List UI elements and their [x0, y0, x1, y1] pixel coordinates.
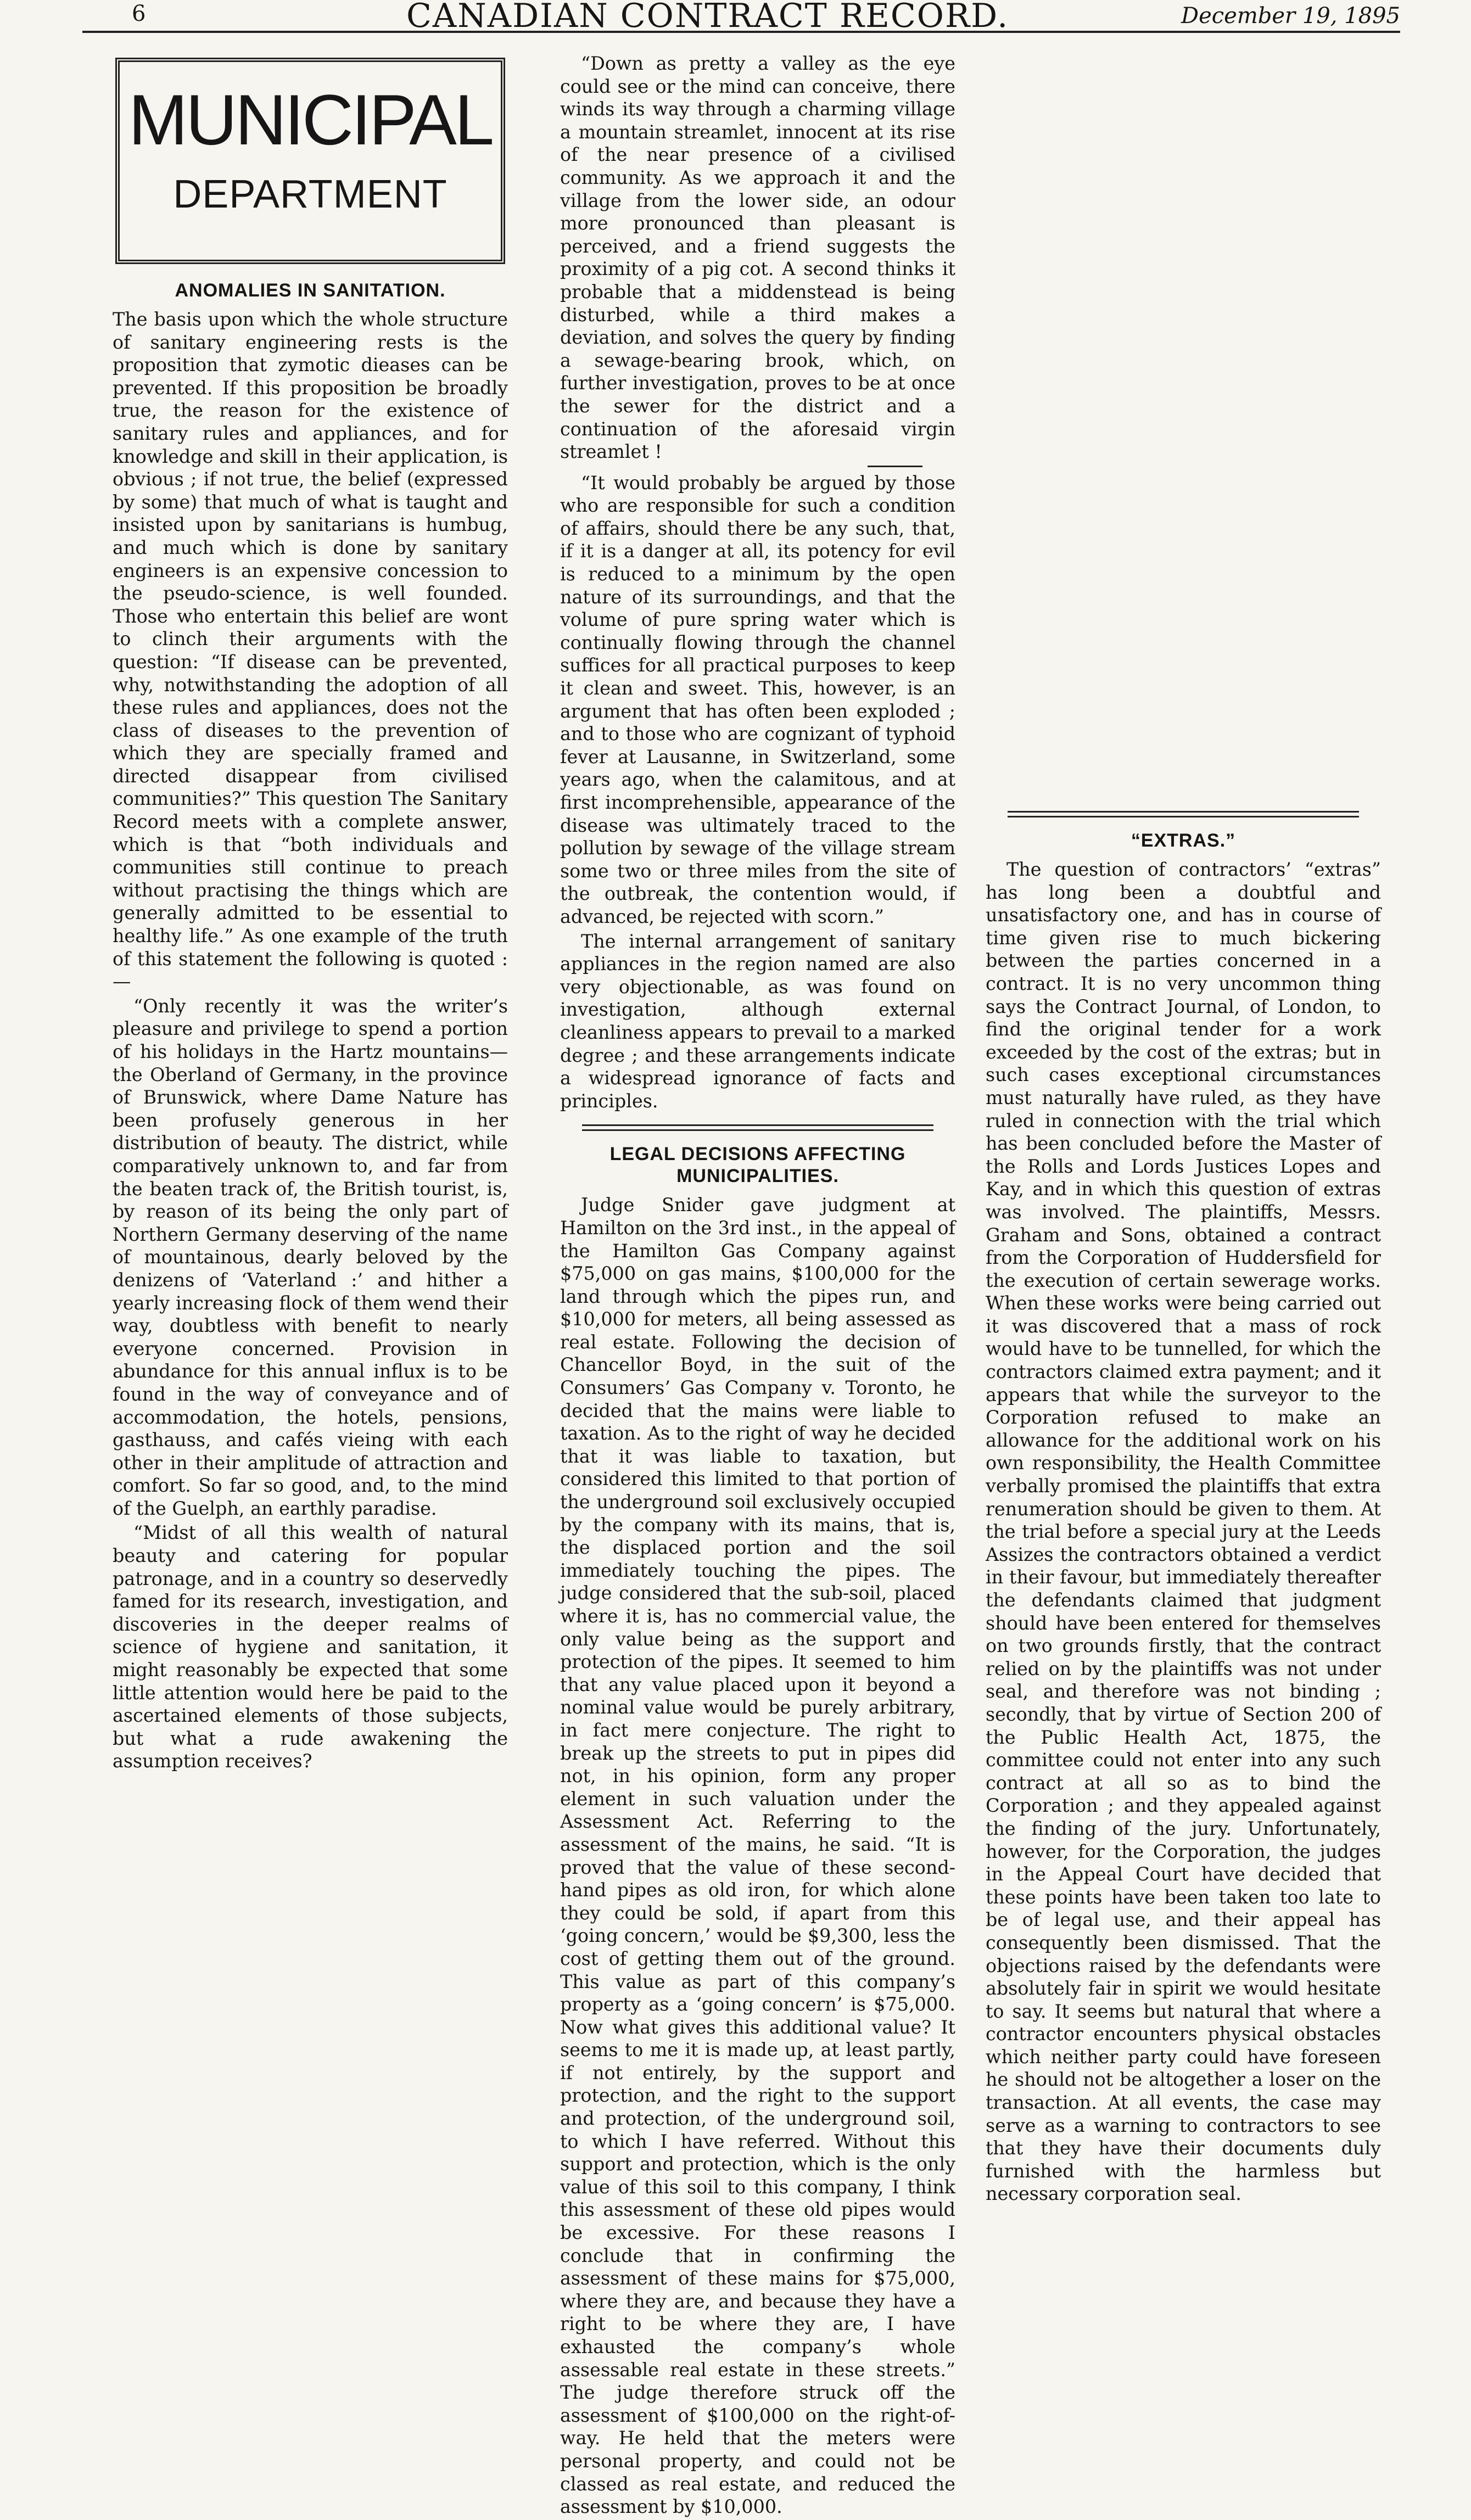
section-divider: [1008, 811, 1359, 817]
column-1: [113, 52, 508, 1774]
anomalies-paragraph: The basis upon which the whole structure of sanitary engineering rests is the proposition that zymotic dieases can be prevented. If this proposition be broadly true, the reason for the existence of sanitary rules and appliances, and for knowledge and skill in their application, is obvious ; if not true, the belief (expressed by some) that much of what is taught and insisted upon by sanitarians is humbug, and much which is done by sanitary engineers is an expensive concession to the pseudo-science, is well founded. Those who entertain this belief are wont to clinch their arguments with the question: “If disease can be prevented, why, notwithstanding the adoption of all these rules and appliances, does not the class of diseases to the prevention of which they are specially framed and directed disappear from civilised communities?” This question The Sanitary Record meets with a complete answer, which is that “both individuals and communities still continue to preach without practising the things which are generally admitted to be essential to healthy life.” As one example of the truth of this statement the following is quoted :—: [113, 309, 508, 993]
legal-paragraph: Judge Snider gave judgment at Hamilton on the 3rd inst., in the appeal of the Hamilton Gas Company against $75,000 on gas mains, $100,000 for the land through which the pipes run, and $10,000 for meters, all being assessed as real estate. Following the decision of Chancellor Boyd, in the suit of the Consumers’ Gas Company v. Toronto, he decided that the mains were liable to taxation. As to the right of way he decided that it was liable to taxation, but considered this limited to that portion of the underground soil exclusively occupied by the company with its mains, that is, the displaced portion and the soil immediately touching the pipes. The judge considered that the sub-soil, placed where it is, has no commercial value, the only value being as the support and protection of the pipes. It seemed to him that any value placed upon it beyond a nominal value would be purely arbitrary, in fact mere conjecture. The right to break up the streets to put in pipes did not, in his opinion, form any proper element in such valuation under the Assessment Act. Referring to the assessment of the mains, he said. “It is proved that the value of these second-hand pipes as old iron, for which alone they could be sold, if apart from this ‘going concern,’ would be $9,300, less the cost of getting them out of the ground. This value as part of this company’s property as a ‘going concern’ is $75,000. Now what gives this additional value? It seems to me it is made up, at least partly, if not entirely, by the support and protection, and the right to the support and protection, of the underground soil, to which I have referred. Without this support and protection, which is the only value of this soil to this company, I think this assessment of these old pipes would be excessive. For these reasons I conclude that in confirming the assessment of these mains for $75,000, where they are, and because they have a right to be where they are, I have exhausted the company’s whole assessable real estate in these streets.” The judge therefore struck off the assessment of $100,000 on the right-of-way. He held that the meters were personal property, and could not be classed as real estate, and reduced the assessment by $10,000.: [560, 1194, 955, 2518]
issue-date: December 19, 1895: [1181, 3, 1400, 29]
anomalies-paragraph: The internal arrangement of sanitary appliances in the region named are also very objectionable, as was found on investigation, although external cleanliness appears to prevail to a marked degree ; and these arrangements indicate a widespread ignorance of facts and principles.: [560, 930, 955, 1112]
extras-heading: “EXTRAS.”: [1131, 830, 1236, 851]
anomalies-heading: ANOMALIES IN SANITATION.: [175, 280, 446, 301]
masthead: [82, 0, 1400, 33]
department-banner: [115, 58, 505, 264]
page-number: 6: [132, 1, 146, 26]
section-divider: [582, 1124, 933, 1131]
paper-name: CANADIAN CONTRACT RECORD.: [406, 0, 1009, 35]
extras-paragraph: The question of contractors’ “extras” has long been a doubtful and unsatisfactory one, and has in course of time given rise to much bickering between the parties concerned in a contract. It is no very uncommon thing says the Contract Journal, of London, to find the original tender for a work exceeded by the cost of the extras; but in such cases exceptional circumstances must naturally have ruled, as they have ruled in connection with the trial which has been concluded before the Master of the Rolls and Lords Justices Lopes and Kay, and in which this question of extras was involved. The plaintiffs, Messrs. Graham and Sons, obtained a contract from the Corporation of Huddersfield for the execution of certain sewerage works. When these works were being carried out it was discovered that a mass of rock would have to be tunnelled, for which the contractors claimed extra payment; and it appears that while the surveyor to the Corporation refused to make an allowance for the additional work on his own responsibility, the Health Committee verbally promised the plaintiffs that extra renumeration should be given to them. At the trial before a special jury at the Leeds Assizes the contractors obtained a verdict in their favour, but immediately thereafter the defendants claimed that judgment should have been entered for themselves on two grounds firstly, that the contract relied on by the plaintiffs was not under seal, and therefore was not binding ; secondly, that by virtue of Section 200 of the Public Health Act, 1875, the committee could not enter into any such contract at all so as to bind the Corporation ; and they appealed against the finding of the jury. Unfortunately, however, for the Corporation, the judges in the Appeal Court have decided that these points have been taken too late to be of legal use, and their appeal has consequently been dismissed. That the objections raised by the defendants were absolutely fair in spirit we would hesitate to say. It seems but natural that where a contractor encounters physical obstacles which neither party could have foreseen he should not be altogether a loser on the transaction. At all events, the case may serve as a warning to contractors to see that they have their documents duly furnished with the harmless but necessary corporation seal.: [986, 859, 1381, 2205]
department-title-line2: DEPARTMENT: [173, 172, 448, 216]
column-3: [986, 52, 1381, 2207]
short-rule: [868, 466, 922, 467]
department-title-line1: MUNICIPAL: [128, 80, 493, 160]
legal-continuation-space: [986, 52, 1381, 799]
legal-heading: LEGAL DECISIONS AFFECTING MUNICIPALITIES.: [609, 1144, 906, 1187]
anomalies-paragraph: “Down as pretty a valley as the eye could see or the mind can conceive, there winds its way through a charming village a mountain streamlet, innocent at its rise of the near presence of a civilised community. As we approach it and the village from the lower side, an odour more pronounced than pleasant is perceived, and a friend suggests the proximity of a pig cot. A second thinks it probable that a middenstead is being disturbed, while a third makes a deviation, and solves the query by finding a sewage-bearing brook, which, on further investigation, proves to be at once the sewer for the district and a continuation of the aforesaid virgin streamlet !: [560, 53, 955, 463]
column-2: [560, 52, 955, 2520]
anomalies-paragraph: “It would probably be argued by those who are responsible for such a condition of affairs, should there be any such, that, if it is a danger at all, its potency for evil is reduced to a minimum by the open nature of its surroundings, and that the volume of pure spring water which is continually flowing through the channel suffices for all practical purposes to keep it clean and sweet. This, however, is an argument that has often been exploded ; and to those who are cognizant of typhoid fever at Lausanne, in Switzerland, some years ago, when the calamitous, and at first incomprehensible, appearance of the disease was ultimately traced to the pollution by sewage of the village stream some two or three miles from the site of the outbreak, the contention would, if advanced, be rejected with scorn.”: [560, 472, 955, 927]
anomalies-paragraph: “Midst of all this wealth of natural beauty and catering for popular patronage, and in a country so deservedly famed for its research, investigation, and discoveries in the deeper realms of science of hygiene and sanitation, it might reasonably be expected that some little attention would here be paid to the ascertained elements of those subjects, but what a rude awakening the assumption receives?: [113, 1522, 508, 1772]
anomalies-paragraph: “Only recently it was the writer’s pleasure and privilege to spend a portion of his holidays in the Hartz mountains—the Oberland of Germany, in the province of Brunswick, where Dame Nature has been profusely generous in her distribution of beauty. The district, while comparatively unknown to, and far from the beaten track of, the British tourist, is, by reason of its being the only part of Northern Germany deserving of the name of mountainous, dearly beloved by the denizens of ‘Vaterland :’ and hither a yearly increasing flock of them wend their way, doubtless with benefit to nearly everyone concerned. Provision in abundance for this annual influx is to be found in the way of conveyance and of accommodation, the hotels, pensions, gasthauss, and cafés vieing with each other in their amplitude of attraction and comfort. So far so good, and, to the mind of the Guelph, an earthly paradise.: [113, 995, 508, 1519]
